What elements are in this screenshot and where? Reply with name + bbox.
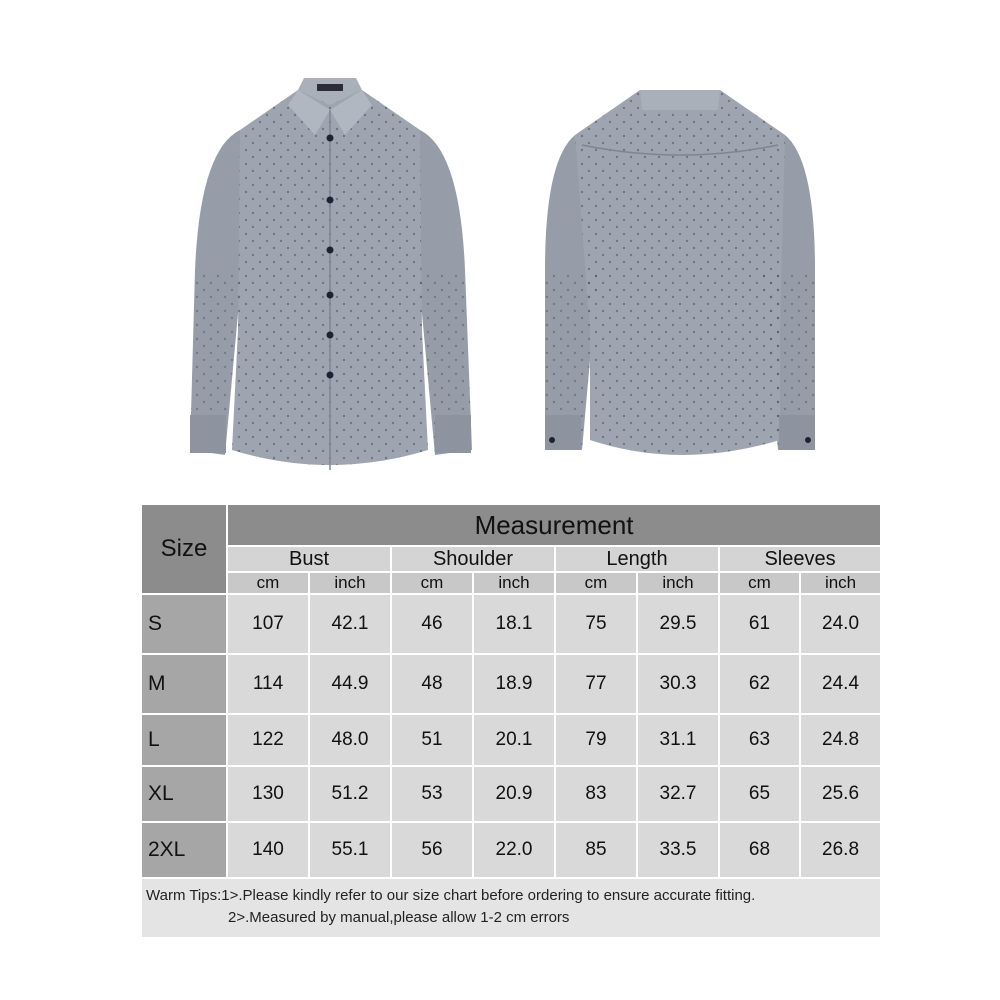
unit-header: cm xyxy=(227,572,309,594)
table-cell: 83 xyxy=(555,766,637,822)
size-table xyxy=(140,503,882,939)
table-cell: 48.0 xyxy=(309,714,391,766)
measurement-header: Measurement xyxy=(227,504,881,546)
tips-line-1: Warm Tips:1>.Please kindly refer to our size chart before ordering to ensure accurate fitting. xyxy=(146,887,756,904)
table-cell: 56 xyxy=(391,822,473,878)
table-cell: 20.9 xyxy=(473,766,555,822)
table-row xyxy=(141,594,881,654)
table-cell: 122 xyxy=(227,714,309,766)
size-label: S xyxy=(141,594,227,654)
table-cell: 31.1 xyxy=(637,714,719,766)
table-cell: 85 xyxy=(555,822,637,878)
table-cell: 51 xyxy=(391,714,473,766)
table-cell: 51.2 xyxy=(309,766,391,822)
unit-header: inch xyxy=(309,572,391,594)
shoulder-header: Shoulder xyxy=(391,546,555,572)
table-cell: 18.9 xyxy=(473,654,555,714)
shirt-front-image xyxy=(180,70,480,480)
table-cell: 114 xyxy=(227,654,309,714)
table-cell: 65 xyxy=(719,766,800,822)
unit-header: inch xyxy=(473,572,555,594)
unit-header: cm xyxy=(391,572,473,594)
table-cell: 32.7 xyxy=(637,766,719,822)
table-cell: 20.1 xyxy=(473,714,555,766)
table-cell: 30.3 xyxy=(637,654,719,714)
table-row xyxy=(141,766,881,822)
table-cell: 48 xyxy=(391,654,473,714)
size-chart xyxy=(140,503,880,939)
table-cell: 46 xyxy=(391,594,473,654)
table-cell: 79 xyxy=(555,714,637,766)
table-cell: 75 xyxy=(555,594,637,654)
table-cell: 29.5 xyxy=(637,594,719,654)
table-row xyxy=(141,714,881,766)
table-body xyxy=(141,594,881,878)
table-row xyxy=(141,822,881,878)
tips-line-2: 2>.Measured by manual,please allow 1-2 cm errors xyxy=(228,909,570,926)
table-cell: 42.1 xyxy=(309,594,391,654)
unit-header: inch xyxy=(800,572,881,594)
table-cell: 63 xyxy=(719,714,800,766)
table-cell: 77 xyxy=(555,654,637,714)
table-cell: 44.9 xyxy=(309,654,391,714)
table-cell: 25.6 xyxy=(800,766,881,822)
size-header: Size xyxy=(141,504,227,594)
size-label: 2XL xyxy=(141,822,227,878)
warm-tips xyxy=(141,878,881,938)
table-cell: 22.0 xyxy=(473,822,555,878)
size-label: M xyxy=(141,654,227,714)
sleeves-header: Sleeves xyxy=(719,546,881,572)
table-cell: 24.4 xyxy=(800,654,881,714)
table-cell: 33.5 xyxy=(637,822,719,878)
table-cell: 53 xyxy=(391,766,473,822)
shirt-back-image xyxy=(530,70,830,480)
table-cell: 107 xyxy=(227,594,309,654)
table-cell: 24.8 xyxy=(800,714,881,766)
table-cell: 140 xyxy=(227,822,309,878)
table-cell: 62 xyxy=(719,654,800,714)
unit-header: cm xyxy=(719,572,800,594)
bust-header: Bust xyxy=(227,546,391,572)
table-cell: 55.1 xyxy=(309,822,391,878)
table-cell: 24.0 xyxy=(800,594,881,654)
table-cell: 26.8 xyxy=(800,822,881,878)
unit-header: inch xyxy=(637,572,719,594)
unit-header: cm xyxy=(555,572,637,594)
table-cell: 130 xyxy=(227,766,309,822)
table-row xyxy=(141,654,881,714)
size-label: XL xyxy=(141,766,227,822)
table-cell: 61 xyxy=(719,594,800,654)
length-header: Length xyxy=(555,546,719,572)
table-cell: 68 xyxy=(719,822,800,878)
size-label: L xyxy=(141,714,227,766)
table-cell: 18.1 xyxy=(473,594,555,654)
